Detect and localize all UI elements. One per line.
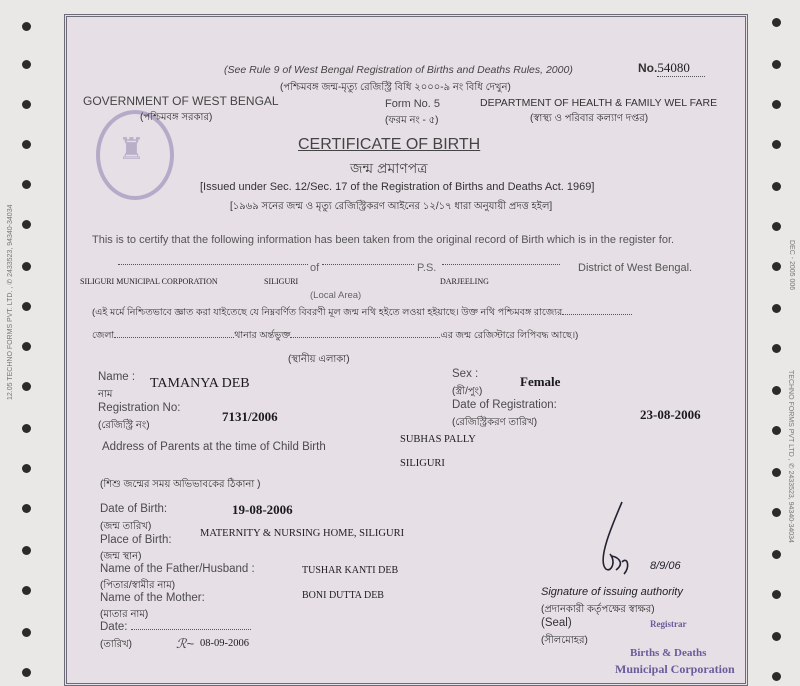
address-line-2: SILIGURI xyxy=(400,458,445,469)
certificate-title-bn: জন্ম প্রমাণপত্র xyxy=(350,160,428,176)
of-label: of xyxy=(310,262,320,274)
department-bn: (স্বাস্থ্য ও পরিবার কল্যাণ দপ্তর) xyxy=(530,113,649,124)
govt-name: GOVERNMENT OF WEST BENGAL xyxy=(83,94,279,108)
signature-label-bn: (প্রদানকারী কর্তৃপক্ষের স্বাক্ষর) xyxy=(541,604,655,615)
certify-text-bn-2: জেলা থানার অর্ন্তভুক্ত এর জন্ম রেজিস্টারে লিপিবদ্ধ আছে।) xyxy=(92,330,579,341)
rule-reference-bn: (পশ্চিমবঙ্গ জন্ম-মৃত্যু রেজিস্ট্রি বিধি ২০০০-৯ নং বিধি দেখুন) xyxy=(280,82,511,93)
father-label: Name of the Father/Husband : xyxy=(100,563,255,575)
reg-date-label: Date of Registration: xyxy=(452,399,557,411)
seal-stamp-line-3: Municipal Corporation xyxy=(615,662,735,676)
reg-date-value: 23-08-2006 xyxy=(640,407,701,422)
sex-value: Female xyxy=(520,374,561,389)
serial-label: No. xyxy=(638,61,658,75)
date-label-bn: (তারিখ) xyxy=(100,639,132,650)
local-area-bn: (স্থানীয় এলাকা) xyxy=(288,354,350,365)
initials-icon: ℛ~ xyxy=(176,636,194,651)
district-label: District of West Bengal. xyxy=(578,262,693,274)
reg-no-label-bn: (রেজিস্ট্রি নং) xyxy=(98,420,150,431)
sex-label-bn: (স্ত্রী/পুং) xyxy=(452,386,483,397)
pob-value: MATERNITY & NURSING HOME, SILIGURI xyxy=(200,528,405,539)
govt-name-bn: (পশ্চিমবঙ্গ সরকার) xyxy=(140,112,213,123)
address-label-bn: (শিশু জন্মের সময় অভিভাবকের ঠিকানা ) xyxy=(100,479,261,490)
seal-stamp-line-2: Births & Deaths xyxy=(630,647,707,659)
name-label: Name : xyxy=(98,371,136,383)
rule-reference: (See Rule 9 of West Bengal Registration of Births and Deaths Rules, 2000) xyxy=(224,64,573,76)
signature-label: Signature of issuing authority xyxy=(541,586,683,598)
seal-label: (Seal) xyxy=(541,617,572,629)
name-label-bn: নাম xyxy=(98,389,113,400)
signature-date: 8/9/06 xyxy=(650,560,681,572)
date-label: Date: xyxy=(100,621,251,633)
local-area-value: SILIGURI xyxy=(264,277,299,286)
date-value: 08-09-2006 xyxy=(200,638,249,649)
emblem-icon: ♜ xyxy=(118,133,145,166)
mother-label-bn: (মাতার নাম) xyxy=(100,609,149,620)
form-number-bn: (ফরম নং - ৫) xyxy=(385,115,439,126)
dob-label: Date of Birth: xyxy=(100,503,168,515)
reg-no-label: Registration No: xyxy=(98,402,181,414)
certify-text-bn: (এই মর্মে নিশ্চিতভাবে জ্ঞাত করা যাইতেছে যে নিম্নবর্ণিত বিবরণী মূল জন্ম নথি হইতে লওয়া হইয়াছে। উক্ত নথি পশ্চিমবঙ্গ রাজ্যের xyxy=(92,306,632,321)
address-line-1: SUBHAS PALLY xyxy=(400,434,476,445)
right-margin-print-top: DEC - 2005 006 xyxy=(788,240,795,291)
local-area-label: (Local Area) xyxy=(310,290,362,301)
address-label: Address of Parents at the time of Child Birth xyxy=(102,441,326,453)
ps-label: P.S. xyxy=(417,262,437,274)
father-label-bn: (পিতার/স্বামীর নাম) xyxy=(100,580,176,591)
department: DEPARTMENT OF HEALTH & FAMILY WEL FARE xyxy=(480,97,718,109)
reg-no-value: 7131/2006 xyxy=(222,409,278,424)
serial-value: 54080 xyxy=(657,60,705,77)
name-value: TAMANYA DEB xyxy=(150,376,250,391)
father-value: TUSHAR KANTI DEB xyxy=(302,565,399,576)
pob-label-bn: (জন্ম স্থান) xyxy=(100,551,142,562)
issued-under-bn: [১৯৬৯ সনের জন্ম ও মৃত্যু রেজিস্ট্রিকরণ আইনের ১২/১৭ ধারা অনুযায়ী প্রদত্ত হইল] xyxy=(230,201,553,212)
mother-label: Name of the Mother: xyxy=(100,592,205,604)
ps-value: DARJEELING xyxy=(440,277,489,286)
serial-number xyxy=(638,60,705,77)
seal-stamp-line-1: Registrar xyxy=(650,619,687,629)
dob-label-bn: (জন্ম তারিখ) xyxy=(100,521,152,532)
mother-value: BONI DUTTA DEB xyxy=(302,590,384,601)
reg-date-label-bn: (রেজিস্ট্রিকরণ তারিখ) xyxy=(452,417,538,428)
dob-value: 19-08-2006 xyxy=(232,502,293,517)
form-number: Form No. 5 xyxy=(385,98,441,110)
issued-under: [Issued under Sec. 12/Sec. 17 of the Registration of Births and Deaths Act. 1969] xyxy=(200,181,595,193)
pob-label: Place of Birth: xyxy=(100,534,172,546)
authority-value: SILIGURI MUNICIPAL CORPORATION xyxy=(80,277,218,286)
left-margin-print: 12.05 TECHNO FORMS PVT. LTD. , ✆ 2433523, 94340-34034 xyxy=(7,204,14,400)
seal-label-bn: (সীলমোহর) xyxy=(541,635,588,646)
sex-label: Sex : xyxy=(452,368,479,380)
right-margin-print-mid: TECHNO FORMS PVT LTD , ✆ 2433523, 94340-34034 xyxy=(787,370,794,543)
certify-text: This is to certify that the following information has been taken from the original record of Birth which is in the register for. xyxy=(92,234,675,246)
certificate-title: CERTIFICATE OF BIRTH xyxy=(298,136,481,153)
